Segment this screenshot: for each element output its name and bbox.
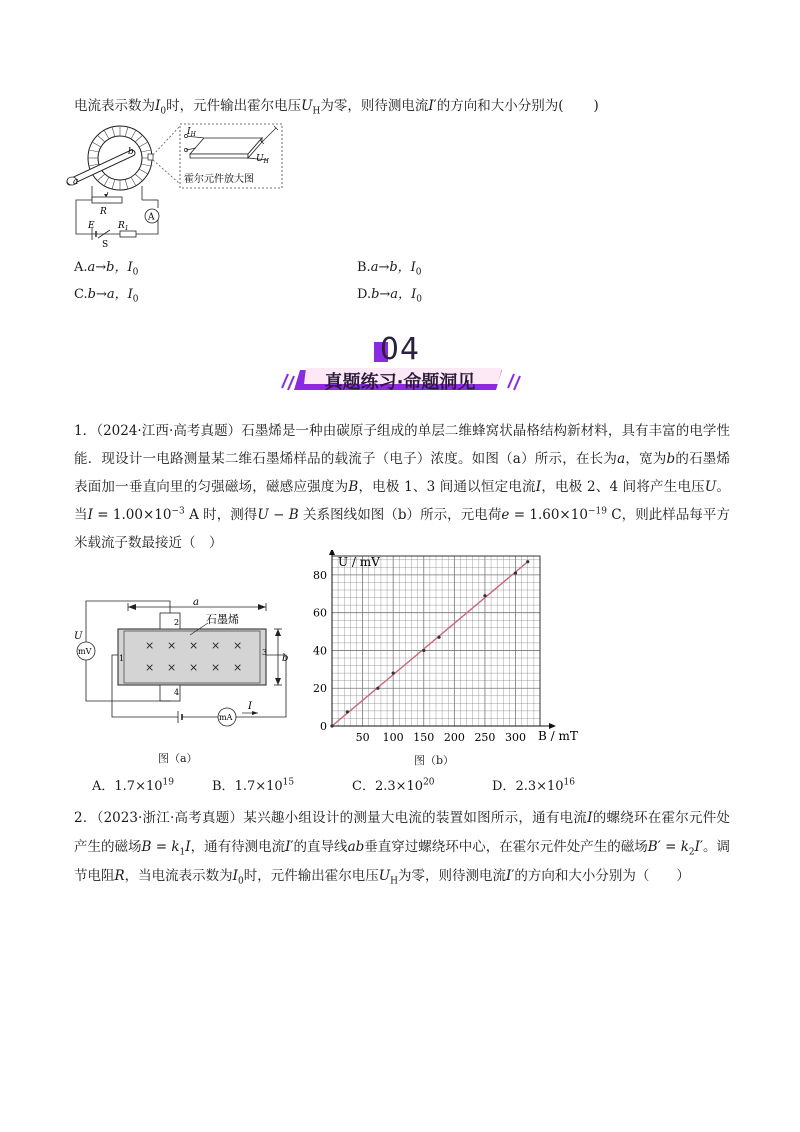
svg-text:×: × (189, 661, 199, 674)
millivoltmeter-label: mV (78, 647, 92, 656)
svg-text:×: × (211, 661, 221, 674)
data-point (422, 649, 425, 652)
data-point (526, 560, 529, 563)
dim-a-label: a (193, 597, 199, 608)
milliammeter-label: mA (219, 713, 233, 722)
prev-option-d[interactable]: D.b→a，$I_0$ (357, 287, 422, 305)
chart-axes (329, 550, 556, 729)
label-UH: $U_H$ (256, 154, 269, 165)
svg-text:×: × (211, 639, 221, 652)
data-point (392, 672, 395, 675)
resistor-R1-label: $R_1$ (118, 221, 129, 232)
chart-x-label: B / mT (538, 729, 578, 743)
q1-option-a[interactable]: A．$1.7\times 10^{19}$ (92, 777, 174, 794)
data-point (330, 724, 333, 727)
x-tick-label: 100 (382, 731, 404, 744)
chart-ticks (313, 569, 526, 744)
data-point (483, 594, 486, 597)
label-a: a (73, 177, 79, 187)
figure-a-caption: 图（a） (158, 752, 198, 765)
label-IH: $I_H$ (187, 127, 196, 138)
svg-text:×: × (167, 639, 177, 652)
svg-text:×: × (189, 639, 199, 652)
q1-option-c[interactable]: C．$2.3\times 10^{20}$ (352, 777, 435, 794)
dim-b-label: b (282, 653, 289, 664)
chart-y-label: U / mV (338, 555, 380, 569)
x-tick-label: 300 (505, 731, 527, 744)
hall-apparatus-figure (62, 120, 292, 248)
q1-option-b[interactable]: B．$1.7\times 10^{15}$ (212, 777, 295, 794)
y-tick-label: 80 (313, 568, 327, 582)
data-point (514, 571, 517, 574)
label-b: b (128, 147, 134, 157)
section-title: 真题练习·命题洞见 (324, 372, 476, 393)
x-tick-label: 250 (474, 731, 496, 744)
section-number: 04 (379, 332, 421, 367)
x-tick-label: 50 (355, 731, 370, 744)
prev-option-a[interactable]: A.a→b，$I_0$ (74, 260, 139, 278)
battery-E-label: E (88, 221, 95, 231)
figure-b-caption: 图（b） (414, 754, 455, 767)
switch-S-label: S (102, 240, 109, 248)
voltage-U-label: U (74, 631, 83, 642)
graphene-label: 石墨烯 (206, 613, 239, 626)
ammeter-label: A (148, 212, 155, 223)
electrode-4-label: 4 (174, 688, 180, 697)
resistor-R-label: R (100, 207, 107, 217)
u-b-chart (300, 550, 595, 750)
origin-label: 0 (320, 720, 327, 733)
data-point (437, 636, 440, 639)
svg-text:×: × (233, 639, 243, 652)
question-2-stem: 2．（2023·浙江·高考真题）某兴趣小组设计的测量大电流的装置如图所示，通有电流I的螺绕环在霍尔元件处产生的磁场$B = k_1I$，通有待测电流I′的直导线ab垂直穿过螺绕环中心，在霍尔元件处产生的磁场$B' = k_2I'$。调节电阻R，当电流表示数为$I_0$时，元件输出霍尔电压$U_H$为零，则待测电流I′的方向和大小分别为（ ） (74, 810, 731, 887)
svg-text:×: × (167, 661, 177, 674)
graphene-circuit-figure (72, 595, 302, 735)
data-point (346, 710, 349, 713)
magnifier-caption: 霍尔元件放大图 (184, 174, 254, 185)
y-tick-label: 20 (313, 682, 327, 696)
svg-text:×: × (145, 661, 155, 674)
electrode-1-label: 1 (119, 654, 125, 663)
prev-option-c[interactable]: C.b→a，$I_0$ (74, 287, 139, 305)
svg-text:×: × (233, 661, 243, 674)
electrode-3-label: 3 (262, 648, 268, 657)
electrode-2-label: 2 (174, 618, 180, 627)
question-1-stem: 1．（2024·江西·高考真题）石墨烯是一种由碳原子组成的单层二维蜂窝状晶格结构新材料，具有丰富的电学性能．现设计一电路测量某二维石墨烯样品的载流子（电子）浓度。如图（a）所示，在长为a，宽为b的石墨烯表面加一垂直向里的匀强磁场，磁感应强度为B，电极 1、3 间通以恒定电流I，电极 2、4 间将产生电压U。当$I = 1.00\times 10^{-3}$ A 时，测得U − B 关系图线如图（b）所示，元电荷$e = 1.60\times 10^{-19}$ C，则此样品每平方米载流子数最接近（ ） (74, 423, 731, 551)
q1-option-d[interactable]: D．$2.3\times 10^{16}$ (492, 777, 575, 794)
y-tick-label: 40 (313, 644, 327, 658)
y-tick-label: 60 (313, 606, 327, 620)
prev-option-b[interactable]: B.a→b，$I_0$ (357, 260, 422, 278)
data-point (376, 687, 379, 690)
x-tick-label: 200 (443, 731, 465, 744)
svg-text:×: × (145, 639, 155, 652)
y-axis-arrow (329, 550, 335, 555)
prev-question-stem: 电流表示数为$I_0$时，元件输出霍尔电压$U_H$为零，则待测电流I′的方向和大小分别为( ) (74, 98, 599, 117)
x-tick-label: 150 (413, 731, 435, 744)
current-I-label: I (248, 701, 252, 712)
